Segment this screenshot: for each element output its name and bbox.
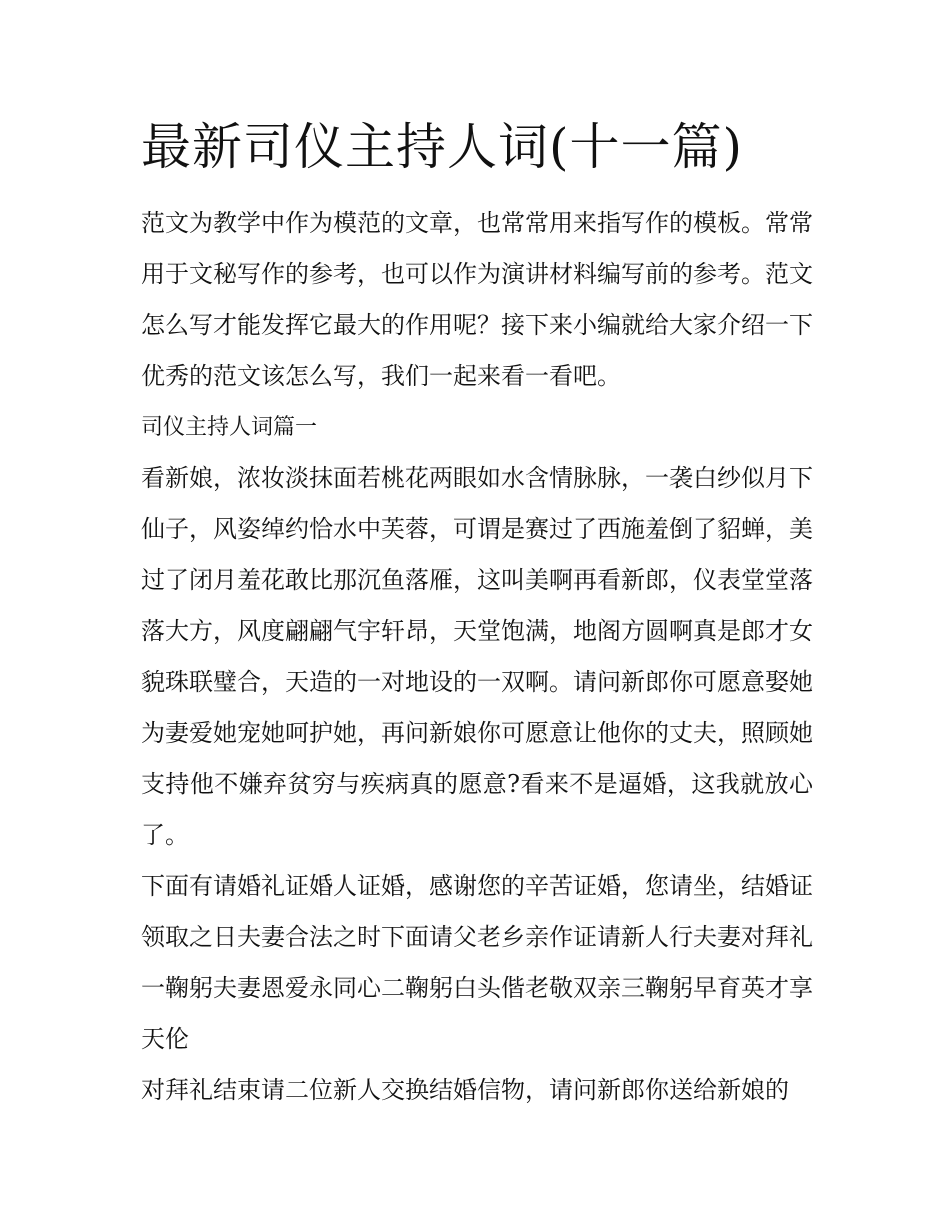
intro-paragraph: 范文为教学中作为模范的文章，也常常用来指写作的模板。常常用于文秘写作的参考，也可以作为演讲材料编写前的参考。范文怎么写才能发挥它最大的作用呢？接下来小编就给大家介绍一下优秀的范文该怎么写，我们一起来看一看吧。 [141,209,813,390]
body-paragraph: 看新娘，浓妆淡抹面若桃花两眼如水含情脉脉，一袭白纱似月下仙子，风姿绰约恰水中芙蓉，可谓是赛过了西施羞倒了貂蝉，美过了闭月羞花敢比那沉鱼落雁，这叫美啊再看新郎，仪表堂堂落落大方，风度翩翩气宇轩昂，天堂饱满，地阁方圆啊真是郎才女貌珠联璧合，天造的一对地设的一双啊。请问新郎你可愿意娶她为妻爱她宠她呵护她，再问新娘你可愿意让他你的丈夫，照顾她支持他不嫌弃贫穷与疾病真的愿意?看来不是逼婚，这我就放心了。 [141,464,813,849]
document-body [141,112,813,1116]
body-paragraph: 下面有请婚礼证婚人证婚，感谢您的辛苦证婚，您请坐，结婚证领取之日夫妻合法之时下面请父老乡亲作证请新人行夫妻对拜礼一鞠躬夫妻恩爱永同心二鞠躬白头偕老敬双亲三鞠躬早育英才享天伦 [141,872,813,1053]
document-title: 最新司仪主持人词(十一篇) [141,118,744,176]
body-paragraph: 对拜礼结束请二位新人交换结婚信物，请问新郎你送给新娘的 [141,1076,789,1104]
section-heading: 司仪主持人词篇一 [141,415,318,440]
